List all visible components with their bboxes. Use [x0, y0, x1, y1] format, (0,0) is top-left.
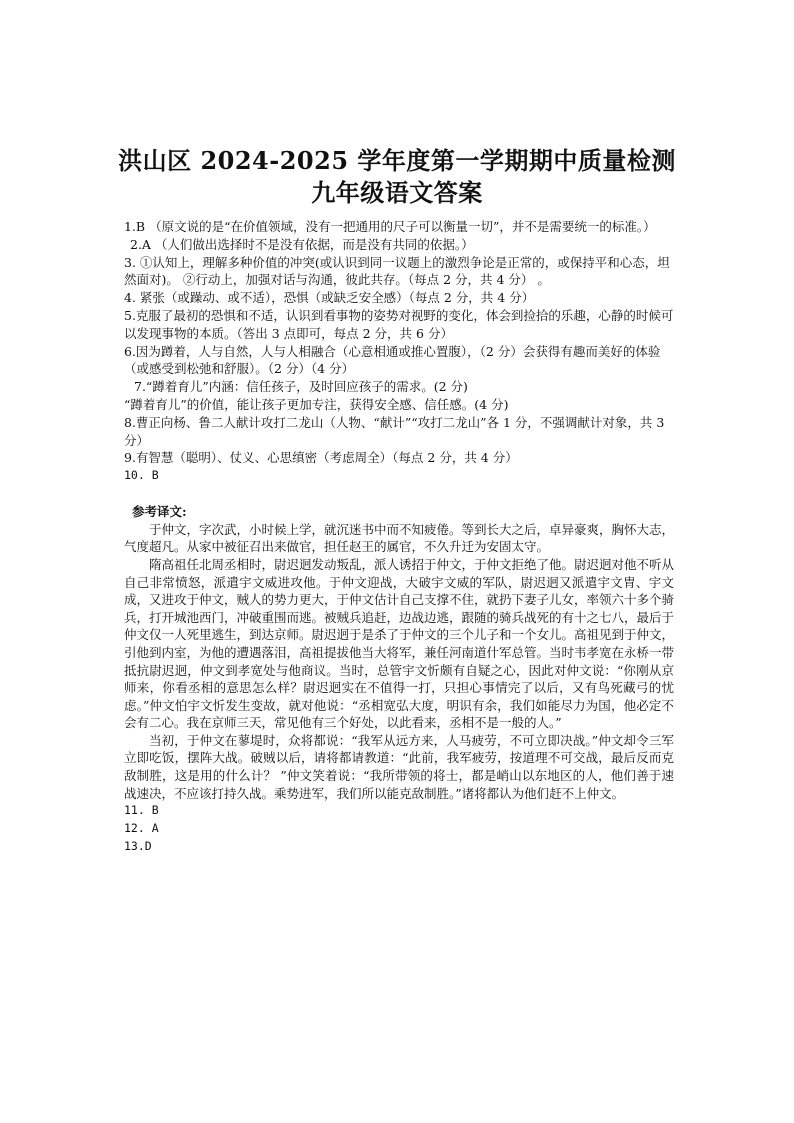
answer-4: 4. 紧张（或躁动、或不适），恐惧（或缺乏安全感）（每点 2 分，共 4 分）: [124, 290, 535, 306]
answer-2: 2.A （人们做出选择时不是没有依据，而是没有共同的依据。）: [130, 236, 474, 252]
answer-1: 1.B （原文说的是“在价值领域，没有一把通用的尺子可以衡量一切”，并不是需要统一的标准。）: [124, 219, 656, 234]
document-title: 洪山区 2024-2025 学年度第一学期期中质量检测: [118, 146, 676, 175]
answer-3: 3. ①认知上，理解多种价值的冲突(或认识到同一议题上的激烈争论是正常的，或保持平和心态，坦然面对)。 ②行动上，加强对话与沟通，彼此共存。（每点 2 分，共 4 分） 。: [124, 254, 670, 288]
answer-body: [124, 218, 674, 856]
answer-10: 10. B: [124, 468, 159, 483]
answer-5: 5.克服了最初的恐惧和不适，认识到看事物的姿势对视野的变化，体会到捡拾的乐趣，心静的时候可以发现事物的本质。（答出 3 点即可，每点 2 分，共 6 分）: [124, 307, 674, 341]
reference-label: 参考译文:: [132, 503, 187, 519]
translation-paragraph: 隋高祖任北周丞相时，尉迟迥发动叛乱，派人诱招于仲文，于仲文拒绝了他。尉迟迥对他不听从自己非常愤怒，派遣宇文威进攻他。于仲文迎战，大破宇文威的军队，尉迟迥又派遣宇文胄、宇文成，又进攻于仲文，贼人的势力更大，于仲文估计自己支撑不住，就扔下妻子儿女，率领六十多个骑兵，打开城池西门，冲破重围而逃。被贼兵追赶，边战边逃，跟随的骑兵战死的有十之七八，最后于仲文仅一人死里逃生，到达京师。尉迟迥于是杀了于仲文的三个儿子和一个女儿。高祖见到于仲文，引他到内室，为他的遭遇落泪，高祖提拔他当大将军，兼任河南道什军总管。当时韦孝宽在永桥一带抵抗尉迟迥，仲文到孝宽处与他商议。当时，总管宇文忻颇有自疑之心，因此对仲文说：“你刚从京师来，你看丞相的意思怎么样？尉迟迥实在不值得一打，只担心事情完了以后，又有鸟死藏弓的忧虑。”仲文怕宇文忻发生变故，就对他说：“丞相宽弘大度，明识有余，我们如能尽力为国，他必定不会有二心。我在京师三天，常见他有三个好处，以此看来，丞相不是一般的人。”: [124, 556, 675, 731]
translation-paragraph: 于仲文，字次武，小时候上学，就沉迷书中而不知疲倦。等到长大之后，卓异豪爽，胸怀大志，气度超凡。从家中被征召出来做官，担任赵王的属官，不久升迁为安固太守。: [124, 521, 675, 555]
answer-12: 12. A: [124, 821, 159, 836]
answer-8: 8.曹正向杨、鲁二人献计攻打二龙山（人物、“献计”“攻打二龙山”各 1 分，不强调献计对象，共 3 分）: [124, 414, 665, 448]
translation-paragraph: 当初，于仲文在蓼堤时，众将都说：“我军从远方来，人马疲劳，不可立即决战。”仲文却令三军立即吃饭，摆阵大战。破贼以后，请将都请教道：“此前，我军疲劳，按道理不可交战，最后反而克敌制胜，这是用的什么计？ ”仲文笑着说：“我所带领的将士，都是峭山以东地区的人，他们善于速战速决，不应该打持久战。乘势进军，我们所以能克敌制胜。”诸将都认为他们赶不上仲文。: [124, 732, 674, 801]
answer-13: 13.D: [124, 838, 152, 853]
document-subtitle: 九年级语文答案: [311, 178, 483, 207]
answer-6: 6.因为蹲着，人与自然，人与人相融合（心意相通或推心置腹），（2 分）会获得有趣而美好的体验（或感受到松弛和舒服）。（2 分）（4 分）: [124, 343, 661, 377]
spacer: [124, 485, 674, 503]
reference-translation: [124, 521, 674, 803]
answer-7a: 7.“蹲着育儿”内涵：信任孩子，及时回应孩子的需求。(2 分): [134, 379, 468, 395]
answer-7b: “蹲着育儿”的价值，能让孩子更加专注，获得安全感、信任感。(4 分): [124, 396, 509, 412]
answer-9: 9.有智慧（聪明）、仗义、心思缜密（考虑周全）（每点 2 分，共 4 分）: [124, 450, 518, 466]
answer-11: 11. B: [124, 803, 159, 818]
